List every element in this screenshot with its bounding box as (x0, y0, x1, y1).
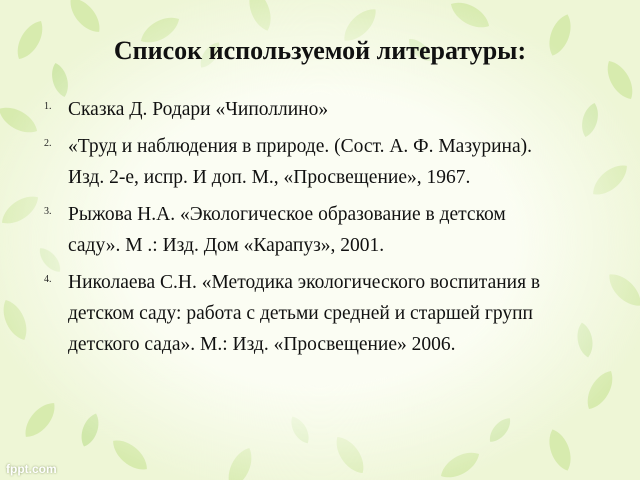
list-item-text: Николаева С.Н. «Методика экологического воспитания в детском саду: работа с детьми средней и старшей групп детского сада». М.: Изд. «Просвещение» 2006. (68, 272, 541, 355)
list-item-number: 3. (44, 206, 52, 217)
list-item-number: 1. (44, 101, 52, 112)
list-item (44, 131, 604, 193)
list-item-text: Сказка Д. Родари «Чиполлино» (68, 99, 329, 120)
list-item-text: Рыжова Н.А. «Экологическое образование в детском саду». М .: Изд. Дом «Карапуз», 2001. (68, 204, 506, 256)
list-item-number: 4. (44, 274, 52, 285)
watermark: fppt.com (6, 462, 57, 476)
slide-title: Список используемой литературы: (113, 36, 527, 65)
reference-list (44, 94, 604, 366)
list-item (44, 94, 604, 125)
list-item-text: «Труд и наблюдения в природе. (Сост. А. Ф. Мазурина). Изд. 2-е, испр. И доп. М., «Просвещение», 1967. (68, 136, 533, 188)
list-item-number: 2. (44, 138, 52, 149)
list-item (44, 199, 604, 261)
list-item (44, 267, 604, 360)
